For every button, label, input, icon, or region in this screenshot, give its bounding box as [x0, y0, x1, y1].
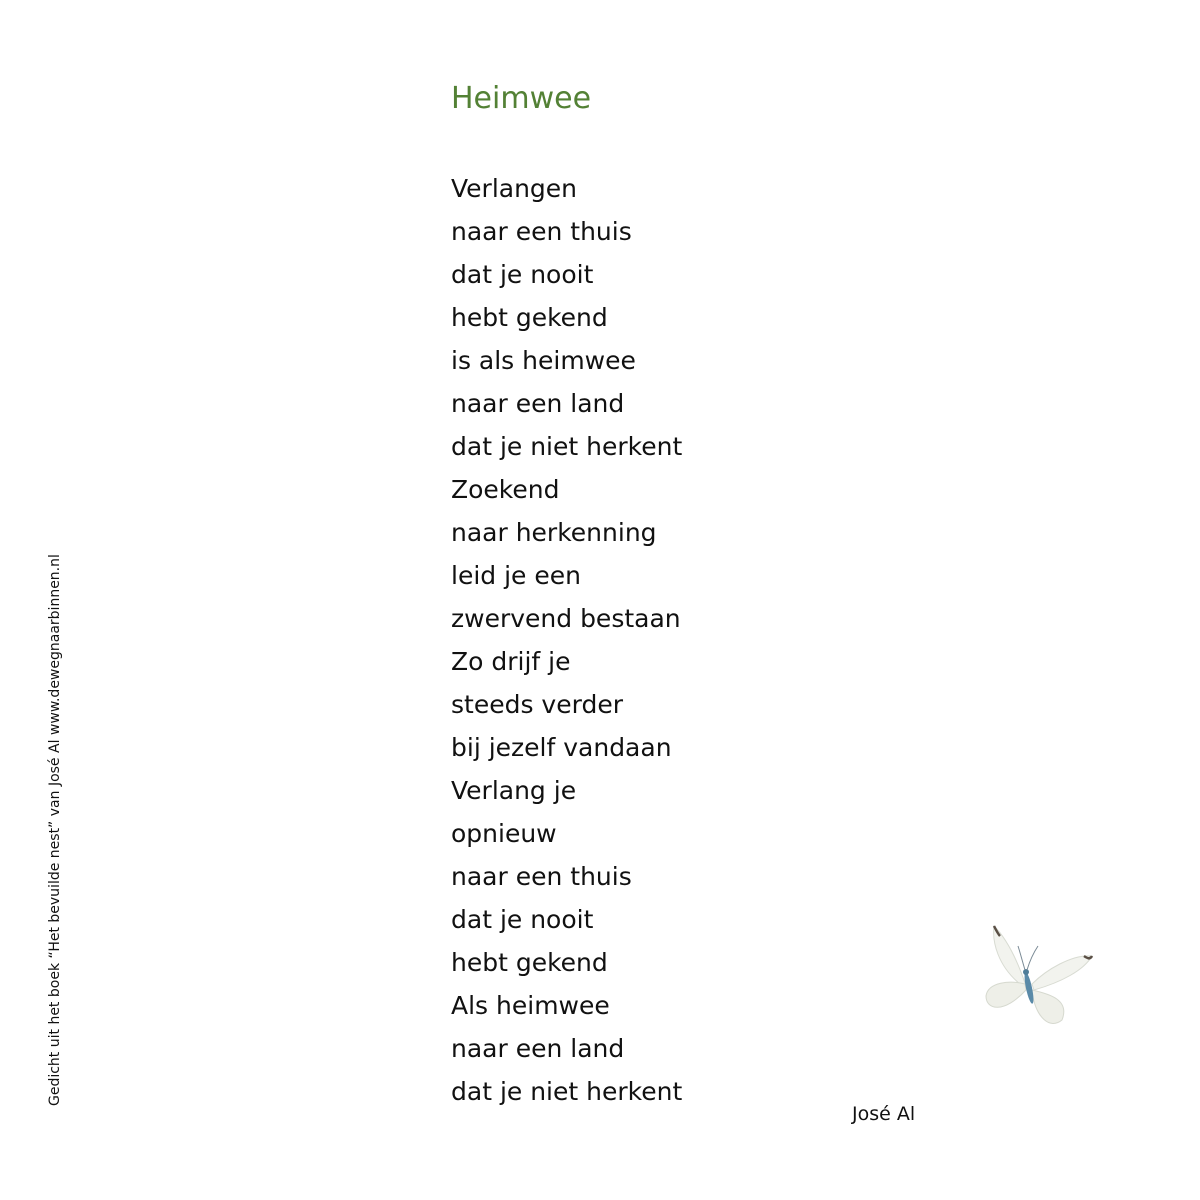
poem-line: Als heimwee	[451, 991, 610, 1020]
poem-line: naar een thuis	[451, 862, 632, 891]
poem-line: opnieuw	[451, 819, 557, 848]
poem-lines	[451, 167, 682, 1113]
poem-line: leid je een	[451, 561, 581, 590]
poem-title: Heimwee	[451, 81, 592, 116]
butterfly-icon	[980, 920, 1100, 1030]
poem-line: dat je nooit	[451, 260, 594, 289]
poem-line: naar een thuis	[451, 217, 632, 246]
poem-line: Zoekend	[451, 475, 560, 504]
poem-line: dat je nooit	[451, 905, 594, 934]
poem-line: dat je niet herkent	[451, 432, 683, 461]
poem-line: Verlangen	[451, 174, 578, 203]
poem-line: naar herkenning	[451, 518, 657, 547]
poem-author: José Al	[852, 1103, 916, 1125]
poem-line: steeds verder	[451, 690, 623, 719]
book-credit: Gedicht uit het boek “Het bevuilde nest” van José Al www.dewegnaarbinnen.nl	[47, 554, 63, 1106]
poem-line: Zo drijf je	[451, 647, 571, 676]
poem-line: hebt gekend	[451, 303, 608, 332]
poem-line: zwervend bestaan	[451, 604, 681, 633]
poem-line: naar een land	[451, 389, 625, 418]
poem-line: hebt gekend	[451, 948, 608, 977]
poem-line: Verlang je	[451, 776, 577, 805]
poem-line: is als heimwee	[451, 346, 636, 375]
poem-line: bij jezelf vandaan	[451, 733, 672, 762]
poem-line: naar een land	[451, 1034, 625, 1063]
poem-line: dat je niet herkent	[451, 1077, 683, 1106]
